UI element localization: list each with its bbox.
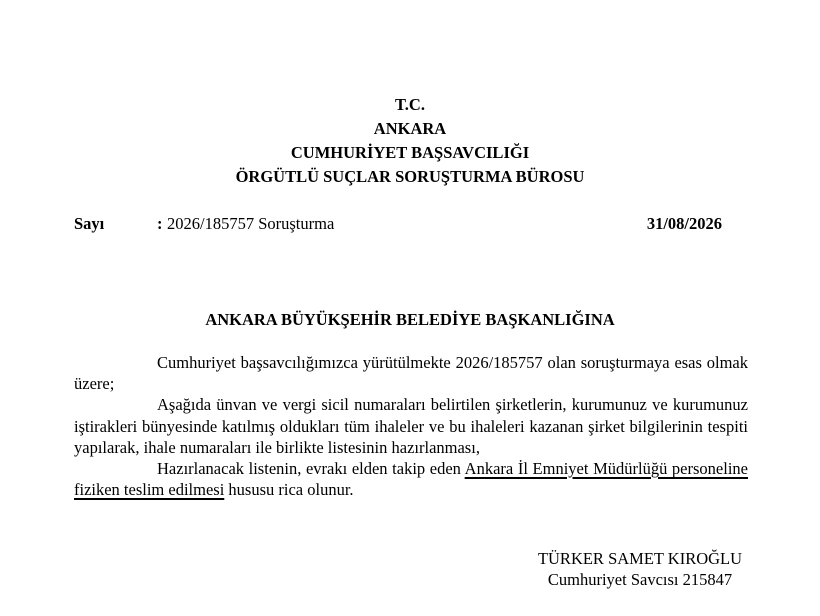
letter-body <box>74 352 748 500</box>
document-header <box>0 93 820 189</box>
body-paragraph-3-end: hususu rica olunur. <box>224 480 354 500</box>
header-line-office: CUMHURİYET BAŞSAVCILIĞI <box>290 143 530 162</box>
signatory-name: TÜRKER SAMET KIROĞLU <box>537 549 743 568</box>
header-line-city: ANKARA <box>373 119 447 138</box>
body-paragraph-1: Cumhuriyet başsavcılığımızca yürütülmekte 2026/185757 olan soruşturmaya esas olmak üzere; <box>74 353 748 394</box>
body-paragraph-2: Aşağıda ünvan ve vergi sicil numaraları belirtilen şirketlerin, kurumunuz ve kurumunuz iştirakleri bünyesinde katılmış oldukları tüm ihaleler ve bu ihaleleri kazanan şirket bilgilerinin tespiti yapılarak, ihale numaraları ile birlikte listesinin hazırlanması, <box>74 395 748 457</box>
header-line-bureau: ÖRGÜTLÜ SUÇLAR SORUŞTURMA BÜROSU <box>235 167 585 186</box>
body-paragraph-3 <box>74 458 748 500</box>
signatory-title: Cumhuriyet Savcısı 215847 <box>547 570 733 589</box>
header-line-tc: T.C. <box>395 95 425 114</box>
underlined-instruction: Ankara İl Emniyet Müdürlüğü personeline fiziken teslim edilmesi <box>74 459 748 500</box>
reference-row <box>74 212 722 236</box>
signature-block <box>500 548 780 590</box>
document-date: 31/08/2026 <box>646 214 722 233</box>
recipient-heading: ANKARA BÜYÜKŞEHİR BELEDİYE BAŞKANLIĞINA <box>205 310 615 329</box>
body-paragraph-3-start: Hazırlanacak listenin, evrakı elden takip eden <box>157 459 465 479</box>
reference-colon: : <box>157 214 163 233</box>
reference-number: 2026/185757 Soruşturma <box>167 214 335 233</box>
reference-label: Sayı <box>74 214 105 233</box>
